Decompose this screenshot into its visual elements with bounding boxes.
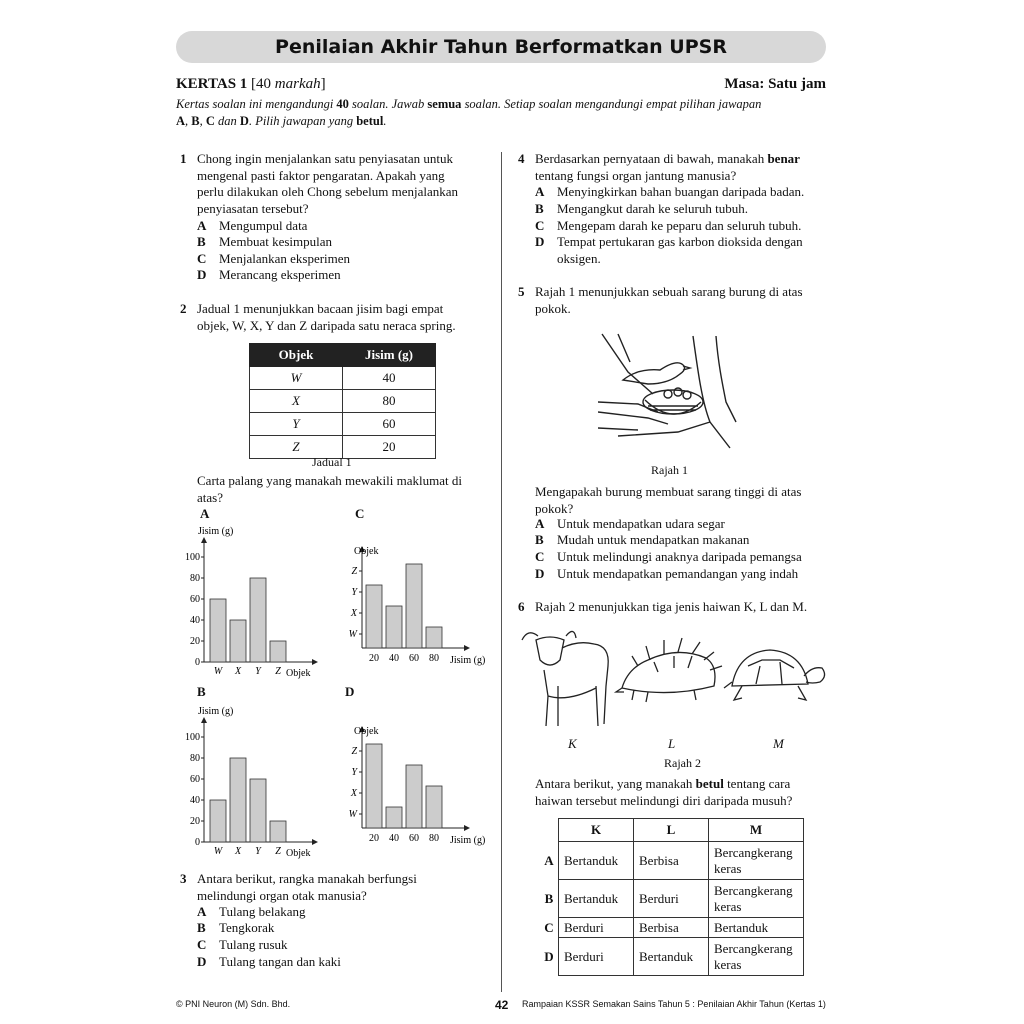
x-tick-label: 60 <box>409 833 419 844</box>
q5-line: Mengapakah burung membuat sarang tinggi di atas <box>535 484 802 499</box>
tree-trunk <box>693 336 736 448</box>
bird-nest-illustration <box>598 332 738 450</box>
q5-option-d[interactable] <box>535 566 798 583</box>
q6-answer-table <box>540 818 804 976</box>
q5-option-c[interactable] <box>535 549 802 566</box>
marks-unit: markah <box>274 76 321 92</box>
q6-option-b[interactable] <box>540 880 804 918</box>
option-text: oksigen. <box>557 250 601 266</box>
instr-text: soalan. Setiap soalan mengandungi empat pilihan jawapan <box>461 97 762 111</box>
x-tick-label: 40 <box>389 833 399 844</box>
jadual-1-caption: Jadual 1 <box>312 455 352 469</box>
y-axis-label: Jisim (g) <box>198 706 234 717</box>
q6-number: 6 <box>518 599 525 614</box>
x-tick-label: 20 <box>369 653 379 664</box>
option-letter: A <box>535 516 545 531</box>
y-axis-label: Jisim (g) <box>198 526 234 537</box>
y-tick-label: X <box>350 788 357 799</box>
footer-copyright: © PNI Neuron (M) Sdn. Bhd. <box>176 999 291 1009</box>
instr-bold: semua <box>427 97 462 111</box>
q3-option-a[interactable] <box>197 904 306 921</box>
q3-option-c[interactable] <box>197 937 288 954</box>
option-letter: C <box>535 549 545 564</box>
x-tick-label: 60 <box>409 653 419 664</box>
animal-k-label: K <box>568 736 577 751</box>
q3-option-d[interactable] <box>197 954 341 971</box>
instr-text: , <box>199 114 206 128</box>
option-letter: D <box>197 267 207 282</box>
q1-line: penyiasatan tersebut? <box>197 200 309 216</box>
instr-bold: A <box>176 114 186 128</box>
q3-stem <box>197 871 497 904</box>
x-tick-label: X <box>234 846 242 857</box>
q2-ask <box>197 473 497 506</box>
x-tick-label: 40 <box>389 653 399 664</box>
paper-name: KERTAS 1 <box>176 76 248 92</box>
x-tick-label: Z <box>275 666 281 677</box>
instr-bold: C <box>205 114 215 128</box>
buffalo-drawing <box>522 631 608 726</box>
bar-Y <box>406 564 422 648</box>
q6-bold: betul <box>695 776 724 791</box>
bar-Z <box>426 627 442 648</box>
y-tick-label: 40 <box>190 615 200 626</box>
option-letter: A <box>544 852 554 868</box>
bar-X <box>386 807 402 828</box>
bar-W <box>366 744 382 828</box>
y-tick-label: W <box>348 629 357 640</box>
table-header: K <box>559 819 634 842</box>
q1-number: 1 <box>180 151 187 166</box>
table-cell: Bercangkerang keras <box>709 938 804 976</box>
x-tick-label: 80 <box>429 653 439 664</box>
instr-text: . <box>383 114 387 128</box>
q1-option-c[interactable] <box>197 251 350 268</box>
q4-stem <box>535 151 835 184</box>
table-row <box>250 367 436 390</box>
instr-count: 40 <box>336 97 349 111</box>
table-cell: Bertanduk <box>559 842 634 880</box>
instr-text: soalan. Jawab <box>348 97 428 111</box>
jadual-1-table <box>249 343 436 459</box>
bar-X <box>230 758 246 842</box>
q1-line: mengenal pasti faktor pengaratan. Apakah yang <box>197 167 445 183</box>
y-tick-label: 0 <box>195 657 200 668</box>
y-tick-label: 60 <box>190 594 200 605</box>
q6-line: tentang cara <box>723 776 791 791</box>
q2-stem <box>197 301 497 334</box>
table-cell: Bertanduk <box>634 938 709 976</box>
x-axis-label: Jisim (g) <box>450 835 486 846</box>
table-header: Objek <box>250 344 343 367</box>
option-letter: A <box>197 218 207 233</box>
option-text: Mengangkut darah ke seluruh tubuh. <box>557 201 748 216</box>
instr-bold: betul <box>356 114 384 128</box>
instr-text: Kertas soalan ini mengandungi <box>176 97 337 111</box>
chick <box>664 390 672 398</box>
instr-text: . Pilih jawapan yang <box>248 114 357 128</box>
animals-illustration <box>518 626 828 731</box>
option-text: Mudah untuk mendapatkan makanan <box>557 532 750 547</box>
tree-branch <box>598 422 710 436</box>
q4-line: tentang fungsi organ jantung manusia? <box>535 167 737 183</box>
q4-number: 4 <box>518 151 525 166</box>
q1-option-b[interactable] <box>197 234 332 251</box>
option-text: Tempat pertukaran gas karbon dioksida dengan <box>557 234 803 249</box>
time-label: Masa: Satu jam <box>724 76 826 92</box>
chart-d-label[interactable]: D <box>345 684 355 699</box>
column-divider <box>501 152 502 992</box>
y-tick-label: Y <box>351 587 357 598</box>
bar-Z <box>426 786 442 828</box>
chart-b-label[interactable]: B <box>197 684 206 699</box>
q1-option-a[interactable] <box>197 218 307 235</box>
q6-option-c[interactable] <box>540 918 804 938</box>
bar-Y <box>250 578 266 662</box>
bar-W <box>210 800 226 842</box>
q6-option-a[interactable] <box>540 842 804 880</box>
option-letter: D <box>535 566 545 581</box>
y-tick-label: 0 <box>195 837 200 848</box>
y-tick-label: 80 <box>190 753 200 764</box>
nest-texture <box>645 400 701 414</box>
option-letter: B <box>544 890 554 906</box>
paper-label <box>176 76 326 93</box>
bar-W <box>210 599 226 662</box>
instructions <box>176 96 828 130</box>
table-cell: 80 <box>343 390 436 413</box>
option-letter: B <box>197 234 206 249</box>
y-tick-label: 80 <box>190 573 200 584</box>
q4-line: Berdasarkan pernyataan di bawah, manakah <box>535 151 768 166</box>
animal-l-label: L <box>668 736 676 751</box>
x-axis-label: Objek <box>286 668 311 679</box>
bar-X <box>230 620 246 662</box>
option-text: Menyingkirkan bahan buangan daripada badan. <box>557 184 805 199</box>
chick <box>683 391 691 399</box>
x-tick-label: 20 <box>369 833 379 844</box>
q6-option-d[interactable] <box>540 938 804 976</box>
option-letter: B <box>197 920 206 935</box>
chart-a-label[interactable]: A <box>200 506 210 521</box>
x-tick-label: W <box>213 666 223 677</box>
x-axis-arrow <box>312 659 318 665</box>
bird <box>623 363 685 384</box>
footer-book-title: Rampaian KSSR Semakan Sains Tahun 5 : Penilaian Akhir Tahun (Kertas 1) <box>522 999 826 1009</box>
table-header: Jisim (g) <box>343 344 436 367</box>
x-tick-label: 80 <box>429 833 439 844</box>
q2-line: atas? <box>197 489 223 505</box>
option-letter: B <box>535 532 544 547</box>
y-tick-label: 100 <box>185 732 200 743</box>
table-cell: 40 <box>343 367 436 390</box>
q4-option-c[interactable] <box>535 218 801 235</box>
y-tick-label: 20 <box>190 636 200 647</box>
q3-option-b[interactable] <box>197 920 274 937</box>
table-header: L <box>634 819 709 842</box>
option-letter: D <box>544 948 554 964</box>
x-tick-label: Y <box>255 666 261 677</box>
x-axis-arrow <box>464 645 470 651</box>
x-tick-label: X <box>234 666 242 677</box>
table-cell: Berduri <box>634 880 709 918</box>
option-text: Tulang rusuk <box>219 937 288 952</box>
marks-open: [40 <box>251 76 275 92</box>
marks-close: ] <box>320 76 326 92</box>
bar-Y <box>406 765 422 828</box>
option-letter: C <box>197 251 207 266</box>
animal-m-label: M <box>773 736 784 751</box>
y-tick-label: Z <box>351 746 357 757</box>
table-cell: Y <box>250 413 343 436</box>
y-tick-label: 20 <box>190 816 200 827</box>
bar-X <box>386 606 402 648</box>
q6-line: haiwan tersebut melindungi diri daripada musuh? <box>535 792 793 808</box>
table-cell: Bercangkerang keras <box>709 880 804 918</box>
y-axis-label: Objek <box>354 726 379 737</box>
bar-Z <box>270 641 286 662</box>
q5-ask <box>535 484 835 517</box>
q6-line: Antara berikut, yang manakah <box>535 776 696 791</box>
option-text: Tengkorak <box>219 920 275 935</box>
y-tick-label: 100 <box>185 552 200 563</box>
instr-text: dan <box>214 114 240 128</box>
q1-line: perlu dilakukan oleh Chong sebelum menjalankan <box>197 184 459 199</box>
table-cell: Z <box>250 436 343 459</box>
x-axis-arrow <box>464 825 470 831</box>
y-axis-arrow <box>201 537 207 543</box>
table-cell: Bertanduk <box>709 918 804 938</box>
q5-line: Rajah 1 menunjukkan sebuah sarang burung di atas <box>535 284 803 299</box>
option-text: Menjalankan eksperimen <box>219 251 351 266</box>
y-axis-label: Objek <box>354 546 379 557</box>
x-axis-label: Objek <box>286 848 311 859</box>
bar-W <box>366 585 382 648</box>
option-letter: C <box>197 937 207 952</box>
instr-text: , <box>185 114 192 128</box>
table-cell: 60 <box>343 413 436 436</box>
option-text: Mengepam darah ke peparu dan seluruh tubuh. <box>557 218 802 233</box>
table-row <box>250 413 436 436</box>
option-letter: B <box>535 201 544 216</box>
x-tick-label: Y <box>255 846 261 857</box>
tortoise-drawing <box>724 650 825 700</box>
rajah-2-caption: Rajah 2 <box>664 756 701 770</box>
table-cell: Berduri <box>559 918 634 938</box>
y-tick-label: Y <box>351 767 357 778</box>
table-cell: Berbisa <box>634 842 709 880</box>
q5-line: pokok. <box>535 300 571 316</box>
y-axis-arrow <box>201 717 207 723</box>
bar-chart-d <box>340 720 500 855</box>
option-letter: D <box>535 234 545 249</box>
q2-line: objek, W, X, Y dan Z daripada satu neraca spring. <box>197 317 456 333</box>
q2-line: Jadual 1 menunjukkan bacaan jisim bagi empat <box>197 301 444 316</box>
option-text: Mengumpul data <box>219 218 308 233</box>
q3-line: Antara berikut, rangka manakah berfungsi <box>197 871 417 886</box>
chick <box>674 388 682 396</box>
table-cell: Bertanduk <box>559 880 634 918</box>
x-tick-label: Z <box>275 846 281 857</box>
q6-stem: Rajah 2 menunjukkan tiga jenis haiwan K, L dan M. <box>535 599 808 614</box>
table-cell: Berduri <box>559 938 634 976</box>
table-header: M <box>709 819 804 842</box>
table-cell: Berbisa <box>634 918 709 938</box>
chart-c-label[interactable]: C <box>355 506 365 521</box>
q3-line: melindungi organ otak manusia? <box>197 887 367 903</box>
rajah-1-caption: Rajah 1 <box>651 463 688 477</box>
q1-line: Chong ingin menjalankan satu penyiasatan untuk <box>197 151 453 166</box>
option-text: Untuk melindungi anaknya daripada pemangsa <box>557 549 802 564</box>
q4-option-a[interactable] <box>535 184 804 201</box>
q6-ask <box>535 776 835 809</box>
y-tick-label: X <box>350 608 357 619</box>
x-tick-label: W <box>213 846 223 857</box>
option-letter: D <box>197 954 207 969</box>
bar-chart-b <box>176 700 326 860</box>
option-letter: A <box>535 184 545 199</box>
q1-stem <box>197 151 497 217</box>
q5-number: 5 <box>518 284 525 299</box>
page-title-banner <box>176 31 826 63</box>
option-text: Untuk mendapatkan pemandangan yang indah <box>557 566 799 581</box>
x-axis-arrow <box>312 839 318 845</box>
bar-chart-a <box>176 520 326 680</box>
option-letter: A <box>197 904 207 919</box>
option-text: Untuk mendapatkan udara segar <box>557 516 725 531</box>
q1-option-d[interactable] <box>197 267 341 284</box>
option-text: Membuat kesimpulan <box>219 234 333 249</box>
y-tick-label: Z <box>351 566 357 577</box>
option-text: Merancang eksperimen <box>219 267 341 282</box>
y-tick-label: 60 <box>190 774 200 785</box>
instr-bold: B <box>191 114 200 128</box>
q5-line: pokok? <box>535 500 574 516</box>
bar-Z <box>270 821 286 842</box>
q4-bold: benar <box>767 151 800 166</box>
table-cell: W <box>250 367 343 390</box>
option-text: Tulang tangan dan kaki <box>219 954 341 969</box>
table-cell: X <box>250 390 343 413</box>
page-title: Penilaian Akhir Tahun Berformatkan UPSR <box>275 36 727 58</box>
q2-line: Carta palang yang manakah mewakili maklumat di <box>197 473 462 488</box>
q4-option-b[interactable] <box>535 201 748 218</box>
q5-stem <box>535 284 835 317</box>
table-cell: 20 <box>343 436 436 459</box>
bar-chart-c <box>340 540 500 675</box>
table-cell: Bercangkerang keras <box>709 842 804 880</box>
q5-option-a[interactable] <box>535 516 725 533</box>
option-letter: C <box>544 919 554 935</box>
y-tick-label: W <box>348 809 357 820</box>
q3-number: 3 <box>180 871 187 886</box>
q4-option-d[interactable] <box>535 234 803 267</box>
q5-option-b[interactable] <box>535 532 749 549</box>
porcupine-drawing <box>616 638 722 702</box>
table-row <box>250 390 436 413</box>
option-letter: C <box>535 218 545 233</box>
q2-number: 2 <box>180 301 187 316</box>
bar-Y <box>250 779 266 842</box>
x-axis-label: Jisim (g) <box>450 655 486 666</box>
option-text: Tulang belakang <box>219 904 306 919</box>
instr-bold: D <box>239 114 249 128</box>
y-tick-label: 40 <box>190 795 200 806</box>
page-number: 42 <box>495 998 509 1012</box>
